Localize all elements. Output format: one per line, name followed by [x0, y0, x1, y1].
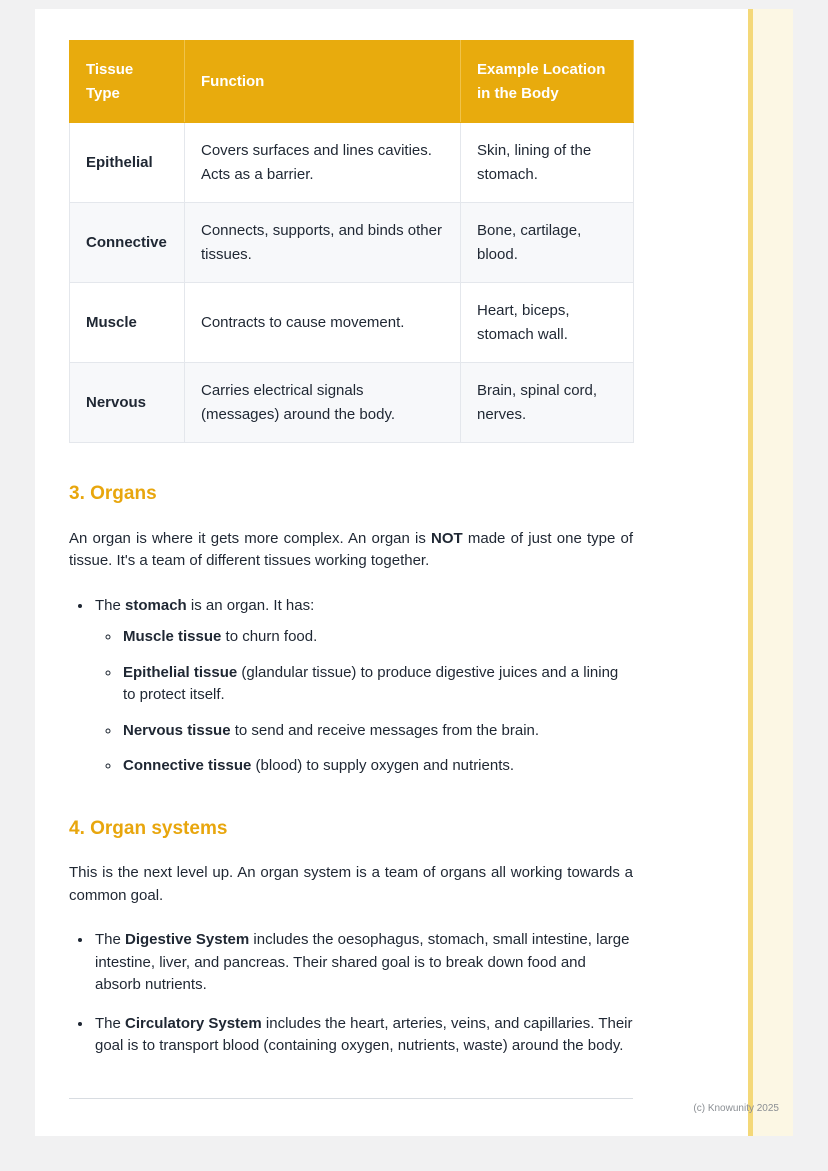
- section-divider: [69, 1098, 633, 1099]
- table-header-function: Function: [185, 41, 461, 123]
- table-row: [70, 203, 634, 283]
- list-item-digestive-system: [93, 929, 633, 997]
- list-item-connective-tissue: [121, 755, 633, 778]
- list-item-stomach: [93, 595, 633, 778]
- list-item-epithelial-tissue: [121, 662, 633, 707]
- section-heading-organs: 3. Organs: [69, 483, 157, 504]
- cell-location: Brain, spinal cord, nerves.: [461, 363, 634, 443]
- footer-copyright: (c) Knowunity 2025: [693, 1103, 779, 1114]
- tissue-table: [69, 40, 634, 443]
- document-content: [69, 40, 633, 1058]
- organs-intro-paragraph: [69, 528, 633, 573]
- table-header-tissue-type: Tissue Type: [70, 41, 185, 123]
- bold-text-stomach: stomach: [125, 596, 187, 614]
- cell-tissue-type: Nervous: [70, 363, 185, 443]
- list-item-text: includes the heart, arteries, veins, and capillaries. Their goal is to transport blood (containing oxygen, nutrients, waste) around the body.: [95, 1014, 633, 1054]
- bold-text-circulatory-system: Circulatory System: [125, 1014, 262, 1032]
- cell-tissue-type: Epithelial: [70, 123, 185, 203]
- list-item-nervous-tissue: [121, 720, 633, 743]
- bold-text: Epithelial tissue: [123, 663, 238, 681]
- bold-text: Nervous tissue: [123, 721, 231, 739]
- list-item-text: is an organ. It has:: [186, 596, 315, 614]
- list-item-text: to churn food.: [221, 628, 318, 645]
- organ-systems-bullet-list: [69, 929, 633, 1058]
- cell-location: Skin, lining of the stomach.: [461, 123, 634, 203]
- cell-function: Contracts to cause movement.: [185, 283, 461, 363]
- organs-bullet-list: [69, 595, 633, 778]
- cell-function: Carries electrical signals (messages) around the body.: [185, 363, 461, 443]
- stomach-tissue-sublist: [95, 626, 633, 778]
- bold-text: Connective tissue: [123, 757, 252, 774]
- table-row: [70, 283, 634, 363]
- list-item-text: includes the oesophagus, stomach, small intestine, large intestine, liver, and pancreas. Their shared goal is to break down food and absorb nutrients.: [95, 931, 630, 993]
- list-item-circulatory-system: [93, 1013, 633, 1058]
- list-item-text: The: [95, 596, 126, 614]
- cell-function: Covers surfaces and lines cavities. Acts as a barrier.: [185, 123, 461, 203]
- document-page: [35, 9, 793, 1136]
- cell-location: Bone, cartilage, blood.: [461, 203, 634, 283]
- page-accent-line: [748, 9, 753, 1136]
- list-item-text: to send and receive messages from the brain.: [230, 721, 540, 739]
- cell-tissue-type: Connective: [70, 203, 185, 283]
- cell-function: Connects, supports, and binds other tissues.: [185, 203, 461, 283]
- bold-text: Muscle tissue: [123, 628, 222, 645]
- table-header-example-location: Example Location in the Body: [461, 41, 634, 123]
- page-accent-strip: [753, 9, 793, 1136]
- table-row: [70, 123, 634, 203]
- cell-tissue-type: Muscle: [70, 283, 185, 363]
- list-item-text: (glandular tissue) to produce digestive juices and a lining to protect itself.: [123, 663, 619, 703]
- list-item-text: (blood) to supply oxygen and nutrients.: [251, 757, 515, 774]
- bold-text-not: NOT: [431, 529, 463, 547]
- list-item-muscle-tissue: [121, 626, 633, 649]
- section-heading-organ-systems: 4. Organ systems: [69, 817, 228, 839]
- list-item-text: The: [95, 931, 126, 948]
- paragraph-text: An organ is where it gets more complex. An organ is: [69, 529, 432, 547]
- paragraph-text: made of just one type of tissue. It's a team of different tissues working together.: [69, 529, 633, 569]
- bold-text-digestive-system: Digestive System: [125, 931, 250, 948]
- cell-location: Heart, biceps, stomach wall.: [461, 283, 634, 363]
- list-item-text: The: [95, 1014, 126, 1032]
- organ-systems-intro-paragraph: This is the next level up. An organ system is a team of organs all working towards a common goal.: [69, 864, 633, 904]
- table-row: [70, 363, 634, 443]
- table-header-row: [70, 41, 634, 123]
